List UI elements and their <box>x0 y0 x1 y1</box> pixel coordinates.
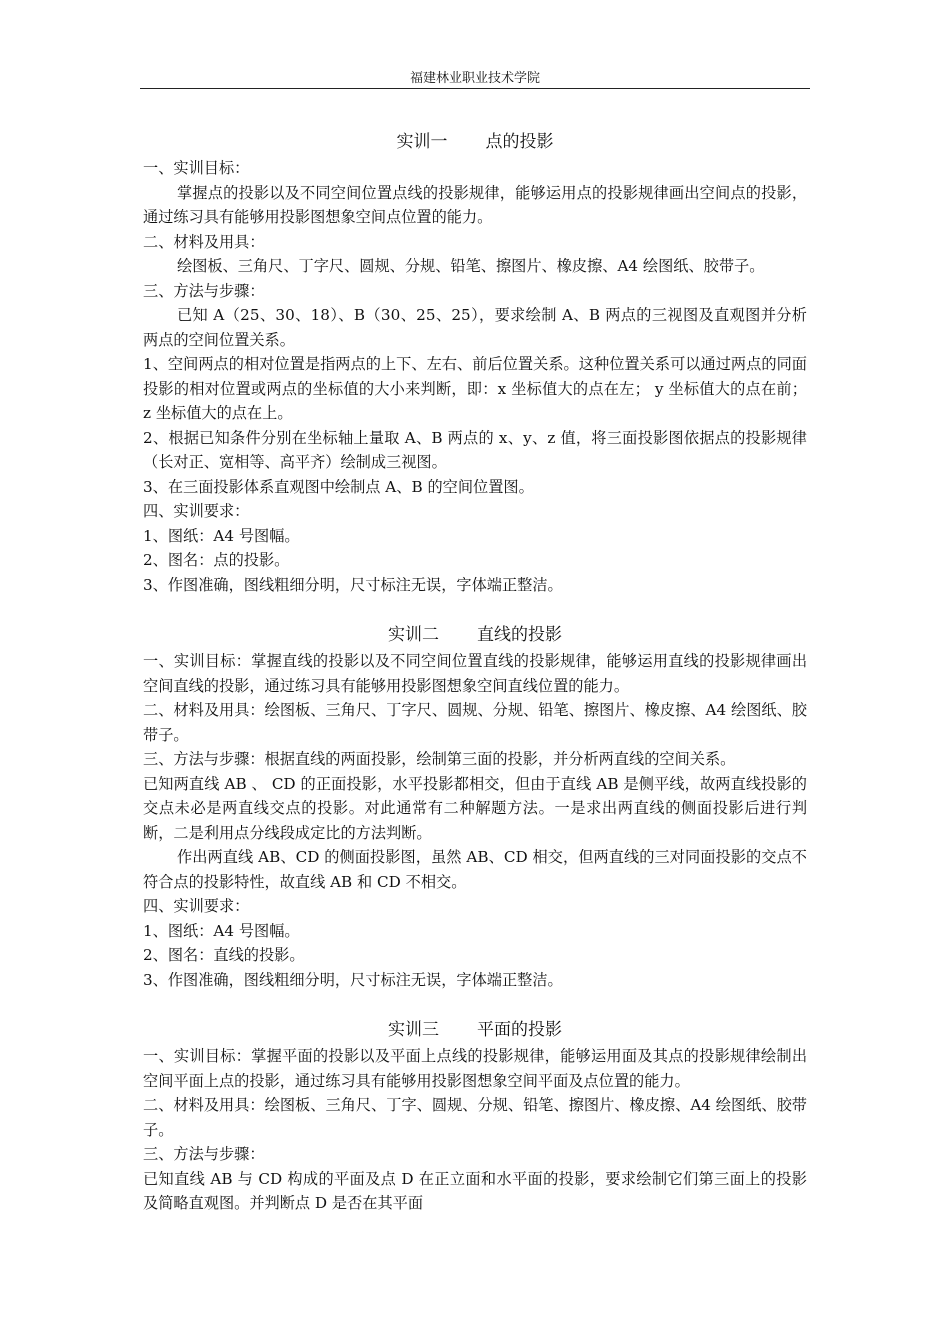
list-item: 3、在三面投影体系直观图中绘制点 A、B 的空间位置图。 <box>143 477 534 496</box>
header-rule <box>140 88 810 89</box>
section-title <box>143 1018 807 1042</box>
list-item: 1、图纸：A4 号图幅。 <box>143 921 300 940</box>
page-header: 福建林业职业技术学院 <box>409 71 540 86</box>
list-item: 1、空间两点的相对位置是指两点的上下、左右、前后位置关系。这种位置关系可以通过两点的同面投影的相对位置或两点的坐标值的大小来判断，即：x 坐标值大的点在左； y 坐标值大的点在前； z 坐标值大的点在上。 <box>143 355 807 422</box>
document-body <box>143 130 807 1216</box>
section-number: 实训三 <box>388 1020 439 1040</box>
subheading-requirements: 四、实训要求： <box>143 897 250 915</box>
paragraph: 二、材料及用具：绘图板、三角尺、丁字尺、圆规、分规、铅笔、擦图片、橡皮擦、A4 绘图纸、胶带子。 <box>143 701 807 744</box>
section-title <box>143 130 807 154</box>
paragraph: 二、材料及用具：绘图板、三角尺、丁字、圆规、分规、铅笔、擦图片、橡皮擦、A4 绘图纸、胶带子。 <box>143 1096 807 1139</box>
subheading-requirements: 四、实训要求： <box>143 502 250 520</box>
section-number: 实训一 <box>396 132 448 152</box>
section-name: 直线的投影 <box>477 625 562 645</box>
list-item: 3、作图准确，图线粗细分明，尺寸标注无误，字体端正整洁。 <box>143 970 563 989</box>
subheading-materials: 二、材料及用具： <box>143 232 265 251</box>
subheading-objective: 一、实训目标： <box>143 159 250 177</box>
paragraph: 掌握点的投影以及不同空间位置点线的投影规律，能够运用点的投影规律画出空间点的投影，通过练习具有能够用投影图想象空间点位置的能力。 <box>143 183 807 226</box>
paragraph: 作出两直线 AB、CD 的侧面投影图，虽然 AB、CD 相交，但两直线的三对同面投影的交点不符合点的投影特性，故直线 AB 和 CD 不相交。 <box>143 848 807 891</box>
subheading-method: 三、方法与步骤： <box>143 1145 265 1163</box>
paragraph: 一、实训目标：掌握平面的投影以及平面上点线的投影规律，能够运用面及其点的投影规律绘制出空间平面上点的投影，通过练习具有能够用投影图想象空间平面及点位置的能力。 <box>143 1047 807 1090</box>
paragraph: 绘图板、三角尺、丁字尺、圆规、分规、铅笔、擦图片、橡皮擦、A4 绘图纸、胶带子。 <box>177 257 765 275</box>
list-item: 2、图名：直线的投影。 <box>143 946 305 964</box>
subheading-method: 三、方法与步骤： <box>143 281 265 300</box>
list-item: 2、根据已知条件分别在坐标轴上量取 A、B 两点的 x、y、z 值，将三面投影图依据点的投影规律（长对正、宽相等、高平齐）绘制成三视图。 <box>143 428 807 471</box>
paragraph: 三、方法与步骤：根据直线的两面投影，绘制第三面的投影，并分析两直线的空间关系。 <box>143 750 736 768</box>
list-item: 3、作图准确，图线粗细分明，尺寸标注无误，字体端正整洁。 <box>143 575 563 594</box>
list-item: 1、图纸：A4 号图幅。 <box>143 526 300 545</box>
section-name: 点的投影 <box>485 132 554 152</box>
paragraph: 已知 A（25、30、18）、B（30、25、25），要求绘制 A、B 两点的三视图及直观图并分析两点的空间位置关系。 <box>143 306 807 349</box>
paragraph: 已知直线 AB 与 CD 构成的平面及点 D 在正立面和水平面的投影，要求绘制它们第三面上的投影及简略直观图。并判断点 D 是否在其平面 <box>143 1169 807 1212</box>
paragraph: 已知两直线 AB 、 CD 的正面投影，水平投影都相交，但由于直线 AB 是侧平线，故两直线投影的交点未必是两直线交点的投影。对此通常有二种解题方法。一是求出两直线的侧面投影后进行判断，二是利用点分线段成定比的方法判断。 <box>143 774 807 842</box>
section-number: 实训二 <box>388 625 439 645</box>
section-name: 平面的投影 <box>477 1020 562 1040</box>
paragraph: 一、实训目标：掌握直线的投影以及不同空间位置直线的投影规律，能够运用直线的投影规律画出空间直线的投影，通过练习具有能够用投影图想象空间直线位置的能力。 <box>143 652 807 695</box>
list-item: 2、图名：点的投影。 <box>143 551 290 569</box>
section-title <box>143 623 807 647</box>
